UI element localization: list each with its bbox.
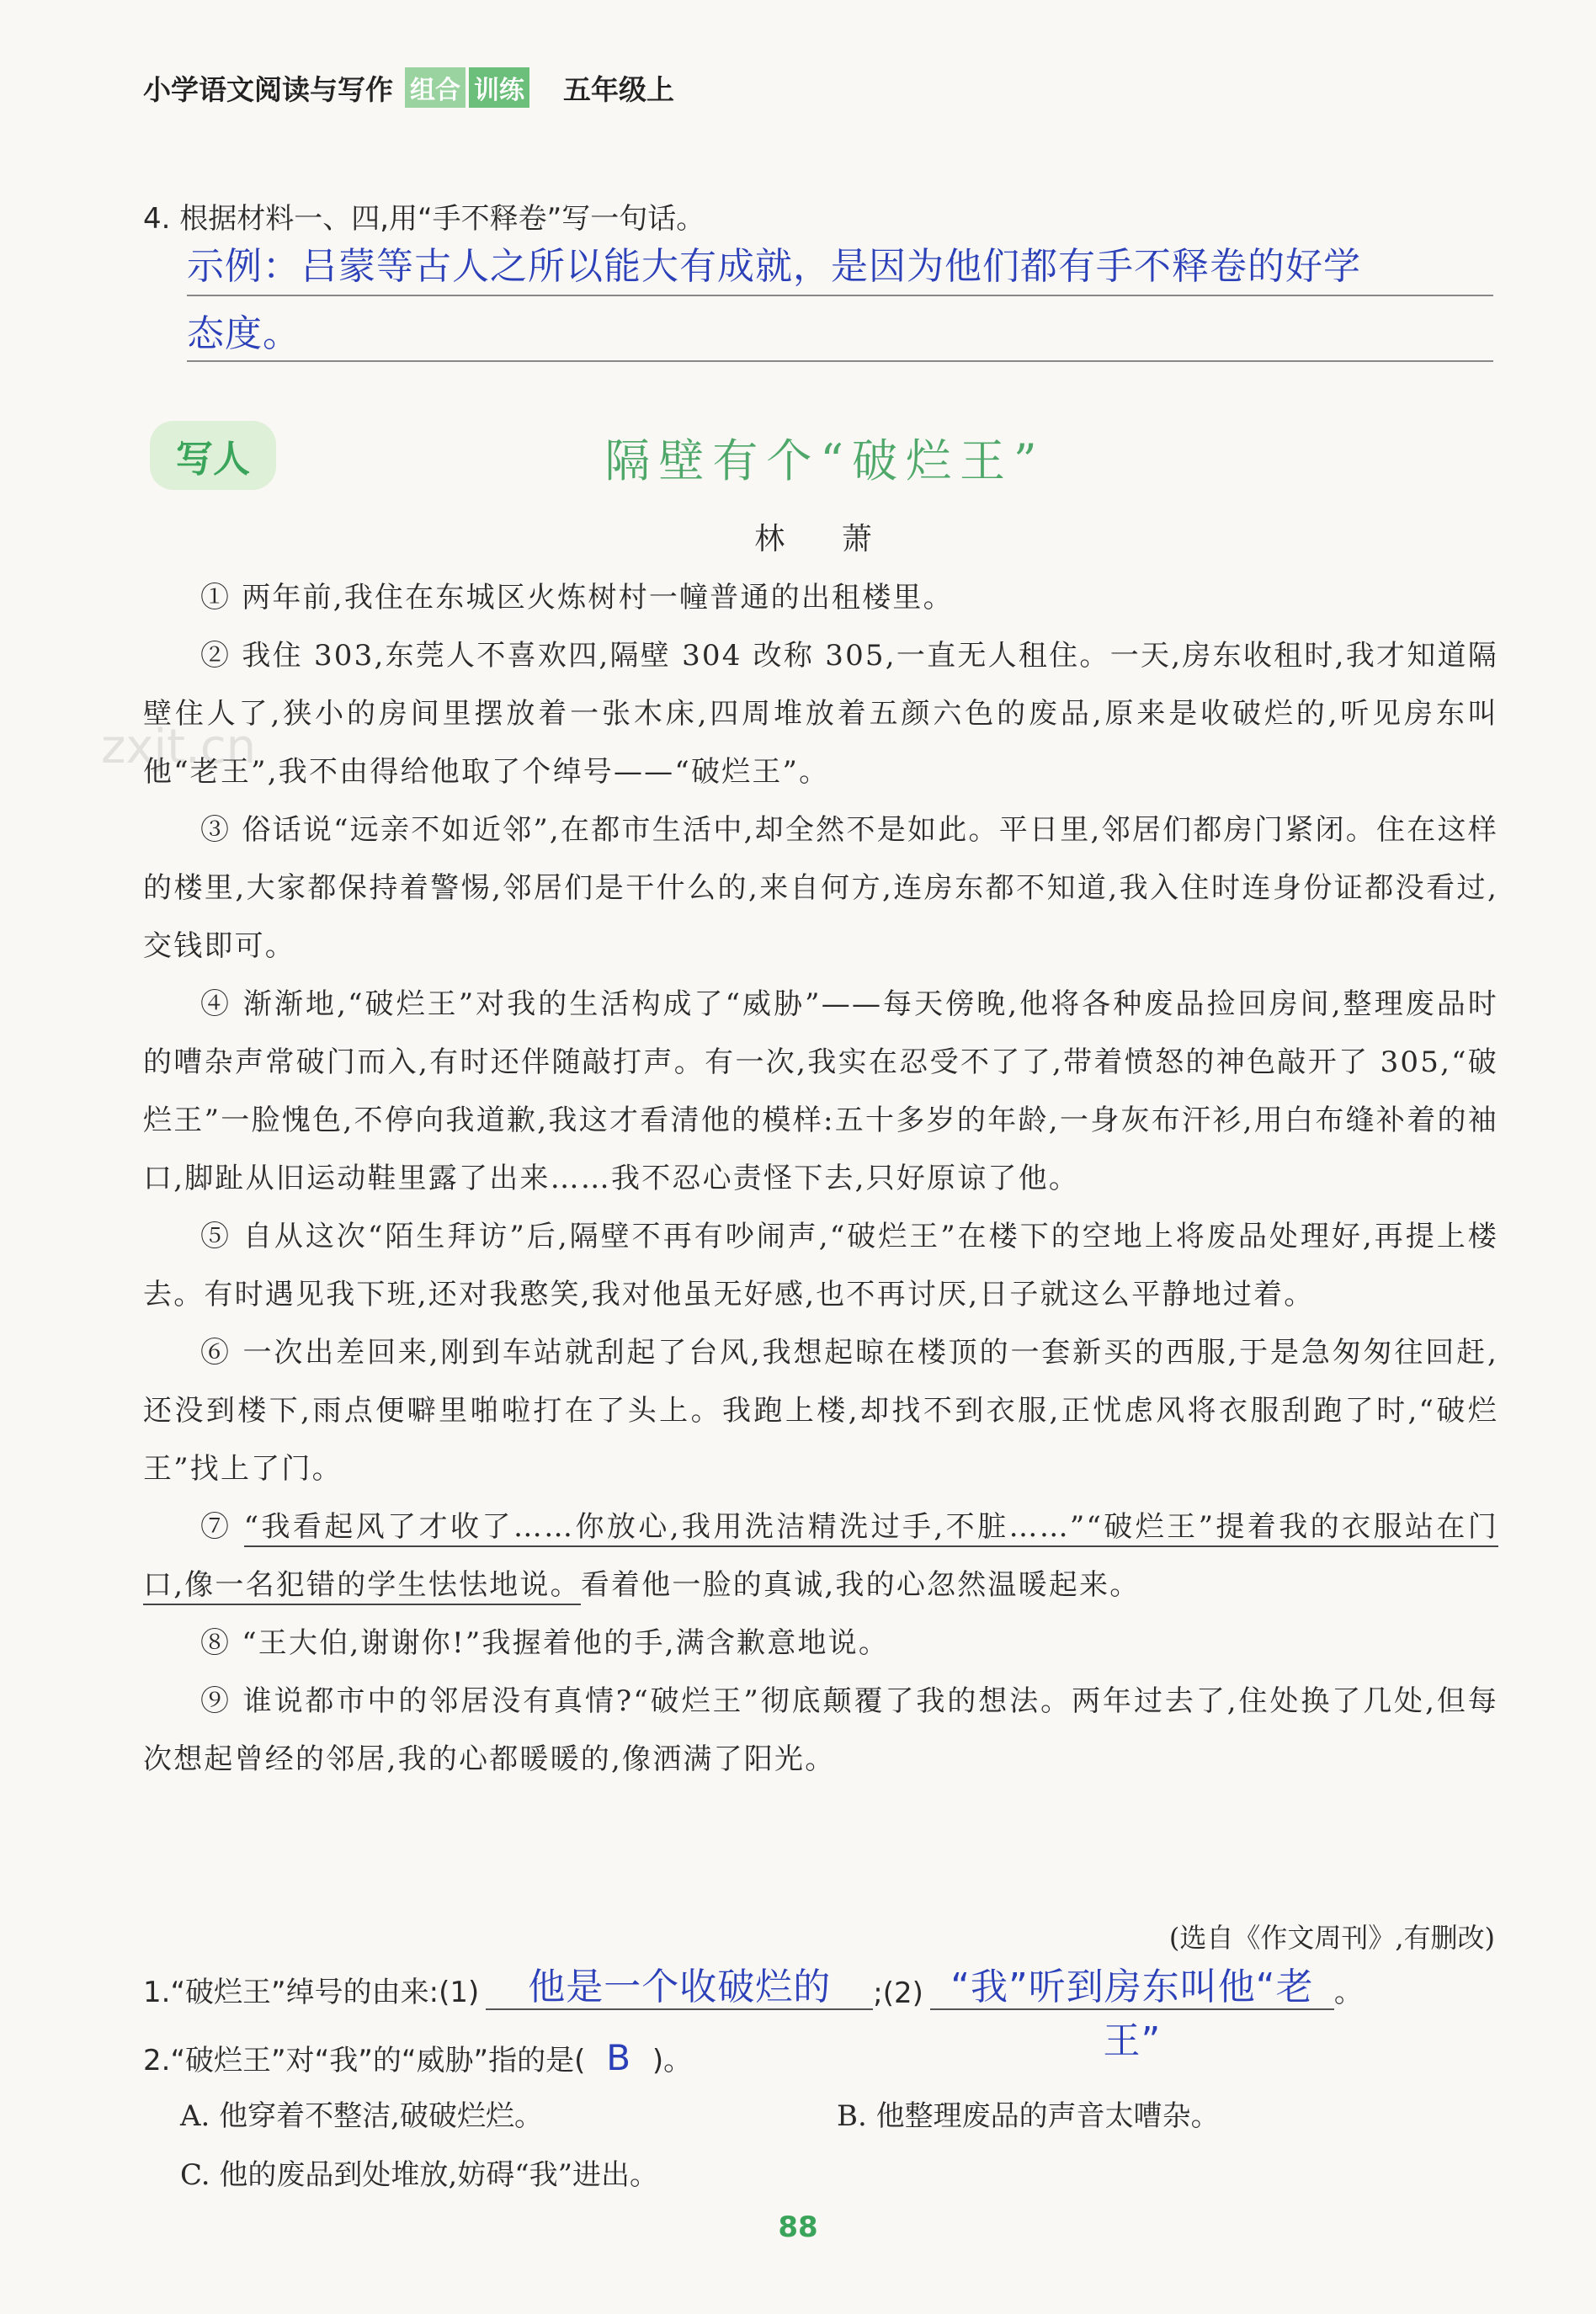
paragraph-2: ② 我住 303,东莞人不喜欢四,隔壁 304 改称 305,一直无人租住。一天,房东收租时,我才知道隔壁住人了,狭小的房间里摆放着一张木床,四周堆放着五颜六色的废品,原来是收破烂的,听见房东叫他“老王”,我不由得给他取了个绰号——“破烂王”。: [143, 639, 1498, 789]
paragraph-9: ⑨ 谁说都市中的邻居没有真情?“破烂王”彻底颠覆了我的想法。两年过去了,住处换了几处,但每次想起曾经的邻居,我的心都暖暖的,像洒满了阳光。: [143, 1684, 1498, 1776]
section-badge: 写人: [150, 421, 276, 490]
paragraph-1: ① 两年前,我住在东城区火炼树村一幢普通的出租楼里。: [200, 581, 954, 614]
header-tag-1: 组合: [405, 67, 466, 108]
paragraph-7-rest: 看着他一脸的真诚,我的心忽然温暖起来。: [580, 1568, 1141, 1602]
paragraph-7: [143, 1498, 1498, 1614]
q1-blank-1: [486, 1961, 873, 2010]
paragraph-6: ⑥ 一次出差回来,刚到车站就刮起了台风,我想起晾在楼顶的一套新买的西服,于是急匆匆往回赶,还没到楼下,雨点便噼里啪啦打在了头上。我跑上楼,却找不到衣服,正忧虑风将衣服刮跑了时,“破烂王”找上了门。: [143, 1336, 1498, 1486]
q4-prompt: 4. 根据材料一、四,用“手不释卷”写一句话。: [143, 202, 705, 236]
paragraph-5: ⑤ 自从这次“陌生拜访”后,隔壁不再有吵闹声,“破烂王”在楼下的空地上将废品处理好,再提上楼去。有时遇见我下班,还对我憨笑,我对他虽无好感,也不再讨厌,日子就这么平静地过着。: [143, 1220, 1498, 1311]
page-header: [143, 67, 674, 108]
article-title: 隔壁有个“破烂王”: [604, 434, 1045, 487]
question-2: [143, 2037, 692, 2078]
q1-end: 。: [1333, 1976, 1363, 2009]
paragraph-4: ④ 渐渐地,“破烂王”对我的生活构成了“威胁”——每天傍晚,他将各种废品捡回房间,整理废品时的嘈杂声常破门而入,有时还伴随敲打声。有一次,我实在忍受不了了,带着愤怒的神色敲开了 305,“破烂王”一脸愧色,不停向我道歉,我这才看清他的模样:五十多岁的年龄,一身灰布汗衫,用白布缝补着的袖口,脚趾从旧运动鞋里露了出来……我不忍心责怪下去,只好原谅了他。: [143, 987, 1498, 1195]
article-author: 林 萧: [754, 522, 896, 556]
q4-answer-line-1: 示例：吕蒙等古人之所以能大有成就，是因为他们都有手不释卷的好学: [187, 245, 1361, 288]
q1-blank-2: [930, 1961, 1334, 2062]
paragraph-3: ③ 俗话说“远亲不如近邻”,在都市生活中,却全然不是如此。平日里,邻居们都房门紧闭。住在这样的楼里,大家都保持着警惕,邻居们是干什么的,来自何方,连房东都不知道,我入住时连身份证都没看过,交钱即可。: [143, 813, 1498, 963]
book-title: 小学语文阅读与写作: [143, 72, 393, 106]
grade-label: 五年级上: [563, 72, 674, 106]
q1-separator: ;(2): [873, 1976, 923, 2010]
q1-answer-1: 他是一个收破烂的: [528, 1966, 832, 2008]
answer-rule-1: [187, 295, 1493, 296]
q2-answer: B: [606, 2037, 632, 2078]
paragraph-7-number: ⑦: [200, 1510, 244, 1544]
header-tag-2: 训练: [469, 67, 529, 108]
option-b: B. 他整理废品的声音太嘈杂。: [837, 2099, 1220, 2133]
underlined-sentence: “我看起风了才收了……你放心,我用洗洁精洗过手,不脏……”“破烂王”提着我的衣服站在门口,像一名犯错的学生怯怯地说。: [143, 1510, 1498, 1605]
q1-answer-2: “我”听到房东叫他“老王”: [950, 1966, 1314, 2062]
watermark: zxjt.cn: [101, 720, 257, 774]
option-c: C. 他的废品到处堆放,妨碍“我”进出。: [180, 2158, 658, 2192]
q2-prompt-b: )。: [652, 2044, 693, 2077]
q4-answer-line-2: 态度。: [187, 312, 301, 355]
q1-prompt: 1.“破烂王”绰号的由来:(1): [143, 1976, 480, 2009]
paragraph-8: ⑧ “王大伯,谢谢你!”我握着他的手,满含歉意地说。: [200, 1626, 890, 1660]
q2-prompt-a: 2.“破烂王”对“我”的“威胁”指的是(: [143, 2044, 586, 2077]
answer-rule-2: [187, 360, 1493, 362]
option-a: A. 他穿着不整洁,破破烂烂。: [180, 2099, 543, 2133]
article-body: [143, 569, 1498, 1789]
page-number: 88: [778, 2210, 818, 2244]
article-source: (选自《作文周刊》,有删改): [1168, 1922, 1495, 1954]
